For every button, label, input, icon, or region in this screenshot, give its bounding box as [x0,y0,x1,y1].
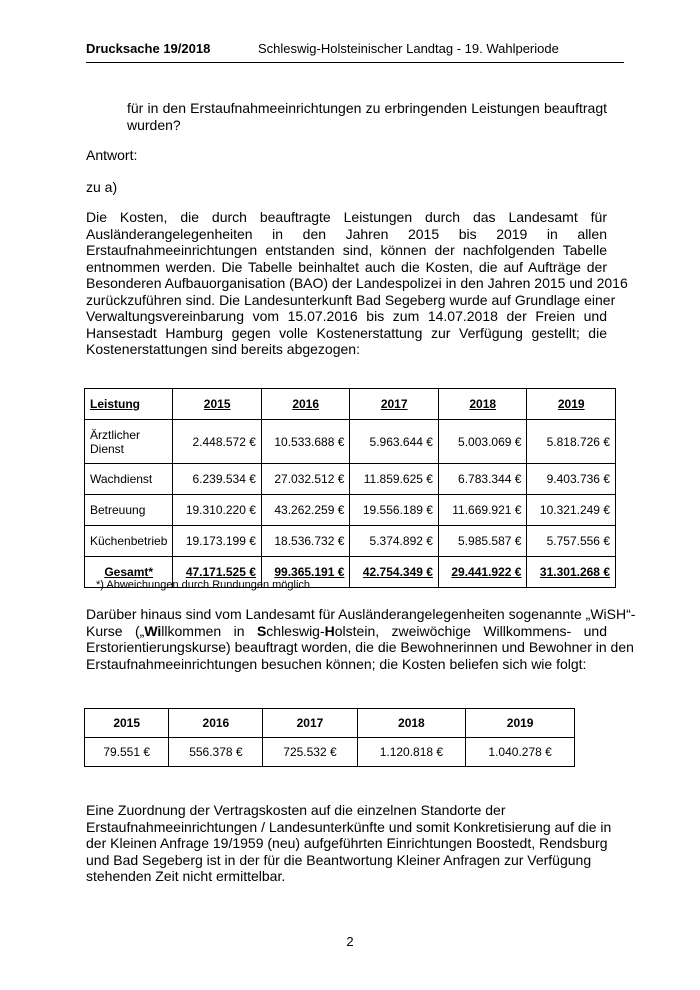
wish-costs-table [84,708,575,767]
table-cell: 5.985.587 € [438,526,527,557]
table-cell: 18.536.732 € [261,526,350,557]
total-label: Gesamt* [85,557,173,588]
table-footnote: *) Abweichungen durch Rundungen möglich [96,579,311,591]
answer-label: Antwort: [86,147,138,163]
column-header: 2015 [173,389,262,420]
table-row [85,495,616,526]
table-row [85,464,616,495]
header-title: Schleswig-Holsteinischer Landtag - 19. Wahlperiode [258,41,559,56]
table-row [85,526,616,557]
sub-answer-label: zu a) [86,179,118,195]
text-run: Kurse („ [86,622,145,639]
paragraph-line: Darüber hinaus sind vom Landesamt für Ausländerangelegenheiten sogenannte „WiSH“- [86,606,636,622]
table-cell: 5.003.069 € [438,420,527,464]
table-cell: 19.556.189 € [350,495,439,526]
question-line: wurden? [127,116,181,133]
total-cell: 29.441.922 € [438,557,527,588]
table-cell: 11.859.625 € [350,464,439,495]
table-cell: 5.963.644 € [350,420,439,464]
table-row [85,738,575,767]
table-cell: 19.310.220 € [173,495,262,526]
question-continuation [127,100,607,133]
paragraph-line: Besonderen Aufbauorganisation (BAO) der Landespolizei in den Jahren 2015 und 2016 [86,275,628,291]
table-cell: 725.532 € [263,738,357,767]
column-header: 2017 [350,389,439,420]
text-run: chleswig- [266,622,325,639]
table-cell: 5.374.892 € [350,526,439,557]
text-run: olstein, zweiwöchige Willkommens- und [334,622,607,639]
table-cell: 27.032.512 € [261,464,350,495]
table-cell: 6.239.534 € [173,464,262,495]
column-header: 2016 [169,709,263,738]
question-line: für in den Erstaufnahmeeinrichtungen zu erbringenden Leistungen beauftragt [127,100,607,116]
table-header-row [85,389,616,420]
bold-initial: Wi [144,622,162,639]
table-cell: 19.173.199 € [173,526,262,557]
table-cell: 9.403.736 € [527,464,616,495]
page-number: 2 [346,934,354,949]
row-label: Ärztlicher Dienst [85,420,173,464]
table-row [85,420,616,464]
paragraph-line: Die Kosten, die durch beauftragte Leistungen durch das Landesamt für [86,209,607,225]
text-run: llkommen in [161,622,257,639]
row-label: Wachdienst [85,464,173,495]
paragraph-line: stehenden Zeit nicht ermittelbar. [86,868,286,884]
table-cell: 556.378 € [169,738,263,767]
column-header: 2017 [263,709,357,738]
paragraph-line: Eine Zuordnung der Vertragskosten auf die einzelnen Standorte der [86,802,506,818]
total-cell: 47.171.525 € [173,557,262,588]
total-cell: 31.301.268 € [527,557,616,588]
paragraph-line: Erstaufnahmeeinrichtungen besuchen können; die Kosten beliefen sich wie folgt: [86,655,587,672]
table-cell: 79.551 € [85,738,169,767]
column-header: 2018 [357,709,466,738]
paragraph-line: Hansestadt Hamburg gegen volle Kostenerstattung zur Verfügung gestellt; die [86,324,607,341]
table-cell: 11.669.921 € [438,495,527,526]
paragraph-line: der Kleinen Anfrage 19/1959 (neu) aufgeführten Einrichtungen Boostedt, Rendsburg [86,835,608,851]
paragraph-line: Erstaufnahmeeinrichtungen entstanden sind, können der nachfolgenden Tabelle [86,242,607,258]
table-cell: 43.262.259 € [261,495,350,526]
page-header [86,38,624,63]
row-label: Betreuung [85,495,173,526]
table-cell: 1.120.818 € [357,738,466,767]
total-cell: 42.754.349 € [350,557,439,588]
paragraph-costs [86,209,628,358]
table-header-row [85,709,575,738]
paragraph-line: Ausländerangelegenheiten in den Jahren 2015 bis 2019 in allen [86,225,607,242]
paragraph-wish [86,606,636,672]
paragraph-line: Erstaufnahmeeinrichtungen / Landesunterkünfte und somit Konkretisierung auf die in [86,818,612,835]
table-cell: 10.321.249 € [527,495,616,526]
column-header: 2019 [466,709,575,738]
table-cell: 2.448.572 € [173,420,262,464]
bold-initial: S [256,622,267,639]
paragraph-line [86,623,607,640]
paragraph-line: Verwaltungsvereinbarung vom 15.07.2016 bis zum 14.07.2018 der Freien und [86,308,607,324]
paragraph-line: und Bad Segeberg ist in der für die Beantwortung Kleiner Anfragen zur Verfügung [86,851,592,868]
table-cell: 10.533.688 € [261,420,350,464]
table-cell: 5.757.556 € [527,526,616,557]
paragraph-line: zurückzuführen sind. Die Landesunterkunft Bad Segeberg wurde auf Grundlage einer [86,291,616,308]
table-cell: 1.040.278 € [466,738,575,767]
column-header: 2018 [438,389,527,420]
drucksache-number: Drucksache 19/2018 [86,41,211,56]
paragraph-line: Erstorientierungskurse) beauftragt worden, die die Bewohnerinnen und Bewohner in den [86,639,634,655]
table-cell: 5.818.726 € [527,420,616,464]
column-header: 2019 [527,389,616,420]
bold-initial: H [324,622,335,639]
column-header: 2015 [85,709,169,738]
paragraph-line: entnommen werden. Die Tabelle beinhaltet auch die Kosten, die auf Aufträge der [86,258,607,275]
costs-table [84,388,616,588]
total-cell: 99.365.191 € [261,557,350,588]
column-header: 2016 [261,389,350,420]
paragraph-line: Kostenerstattungen sind bereits abgezogen: [86,341,360,357]
paragraph-allocation [86,802,626,885]
row-label: Küchenbetrieb [85,526,173,557]
column-header: Leistung [85,389,173,420]
table-cell: 6.783.344 € [438,464,527,495]
